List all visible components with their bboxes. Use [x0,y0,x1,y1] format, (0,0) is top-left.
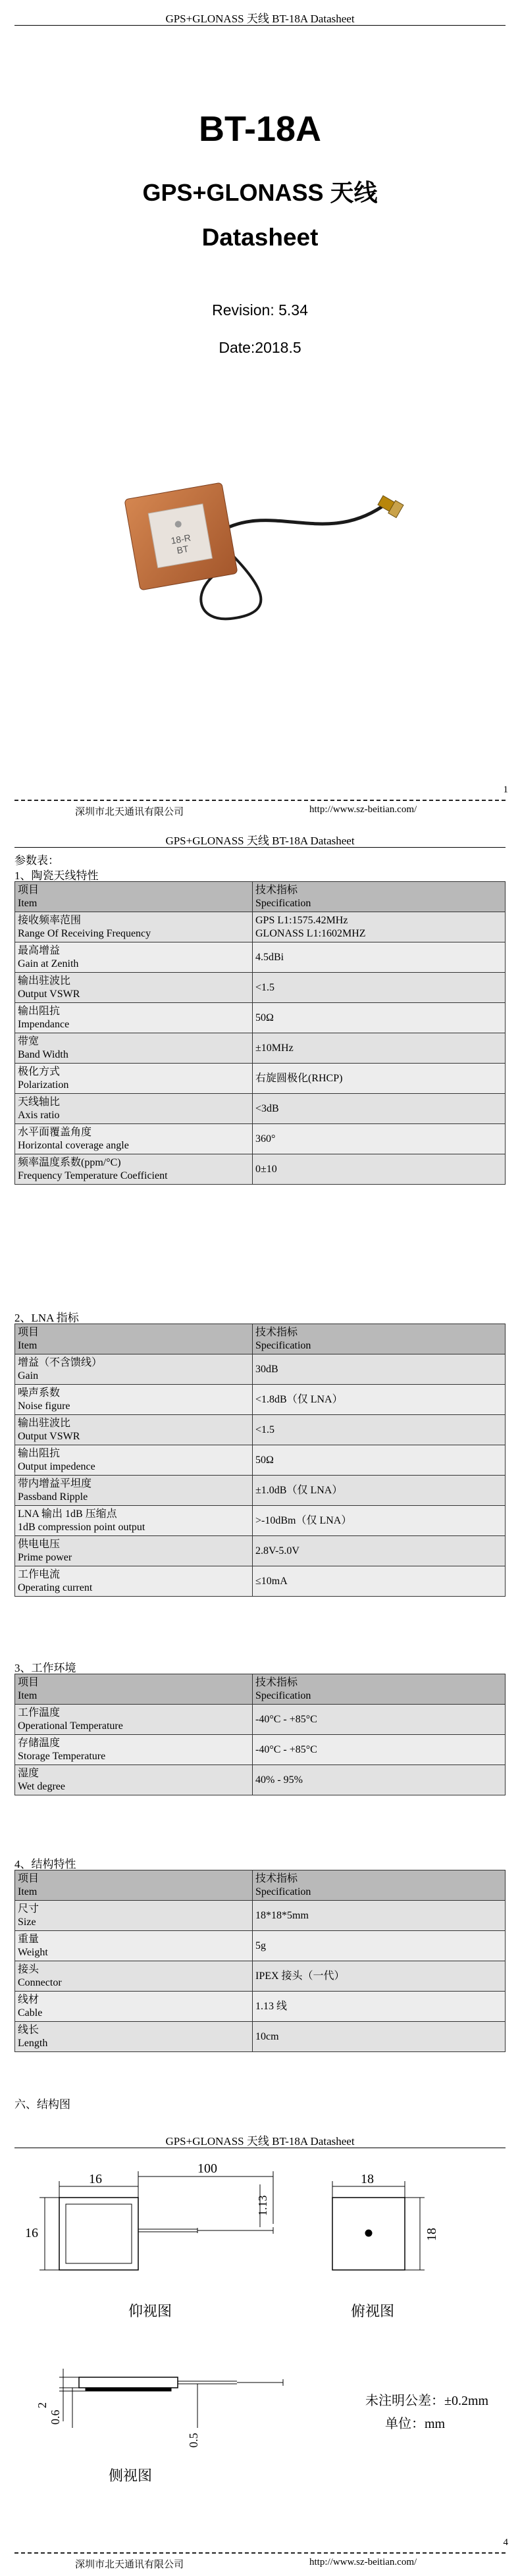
spec-table-lna [14,1324,506,1597]
spec-cell: 30dB [253,1354,506,1385]
product-subtitle: GPS+GLONASS 天线 [142,179,378,206]
item-cell: 最高增益 Gain at Zenith [15,942,253,973]
spec-cell: ±1.0dB（仅 LNA） [253,1476,506,1506]
spec-cell: 5g [253,1931,506,1961]
spec-cell: 2.8V-5.0V [253,1536,506,1566]
item-cell: 输出阻抗 Output impedence [15,1445,253,1476]
top-view [332,2181,425,2270]
doc-type: Datasheet [201,224,319,251]
spec-cell: -40°C - +85°C [253,1705,506,1735]
table-row [15,1445,506,1476]
spec-table-environment [14,1674,506,1795]
item-cell: 接头 Connector [15,1961,253,1992]
section-title: 3、工作环境 [14,1662,76,1674]
table-row [15,942,506,973]
spec-cell: <1.8dB（仅 LNA） [253,1385,506,1415]
cable [217,507,382,533]
footer-url: http://www.sz-beitian.com/ [309,804,417,815]
spec-cell: 50Ω [253,1445,506,1476]
header-item: 项目 Item [15,1324,253,1354]
running-header: GPS+GLONASS 天线 BT-18A Datasheet [165,13,355,25]
item-cell: 接收频率范围 Range Of Receiving Frequency [15,912,253,942]
ceramic-antenna [124,482,238,590]
spec-table-ceramic [14,881,506,1185]
running-header: GPS+GLONASS 天线 BT-18A Datasheet [165,835,355,847]
spec-cell: <1.5 [253,973,506,1003]
dim-05: 0.5 [187,2433,200,2448]
header-spec: 技术指标 Specification [253,1870,506,1901]
spec-cell: 18*18*5mm [253,1901,506,1931]
item-cell: 频率温度系数(ppm/°C) Frequency Temperature Coefficient [15,1154,253,1185]
page-number: 1 [503,785,508,795]
header-spec: 技术指标 Specification [253,1324,506,1354]
model-title: BT-18A [198,109,322,149]
ipex-connector [377,494,403,517]
item-cell: 线长 Length [15,2022,253,2052]
table-row [15,1506,506,1536]
item-cell: 线材 Cable [15,1992,253,2022]
item-cell: 尺寸 Size [15,1901,253,1931]
table-row [15,1064,506,1094]
item-cell: 增益（不含馈线） Gain [15,1354,253,1385]
item-cell: 带内增益平坦度 Passband Ripple [15,1476,253,1506]
header-rule [14,847,506,848]
spec-page [0,818,520,2119]
table-row [15,1094,506,1124]
table-row [15,1154,506,1185]
table-row [15,1705,506,1735]
table-header-row [15,882,506,912]
table-row [15,1961,506,1992]
section-title: 2、LNA 指标 [14,1312,79,1324]
header-rule [14,25,506,26]
table-row [15,1385,506,1415]
header-spec: 技术指标 Specification [253,882,506,912]
spec-cell: 1.13 线 [253,1992,506,2022]
table-row [15,1536,506,1566]
item-cell: 水平面覆盖角度 Horizontal coverage angle [15,1124,253,1154]
dim-100: 100 [197,2161,217,2176]
table-row [15,1033,506,1064]
structure-drawing [0,2119,520,2553]
cover-page [0,0,520,818]
section-title: 1、陶瓷天线特性 [14,869,99,882]
spec-cell: ≤10mA [253,1566,506,1597]
item-cell: 极化方式 Polarization [15,1064,253,1094]
dim-16-left: 16 [25,2226,38,2240]
unit-note: 单位：mm [385,2417,446,2431]
table-row [15,1992,506,2022]
table-header-row [15,1674,506,1705]
header-item: 项目 Item [15,882,253,912]
side-view [59,2369,283,2428]
table-row [15,1124,506,1154]
item-cell: 工作温度 Operational Temperature [15,1705,253,1735]
footer-company: 深圳市北天通讯有限公司 [75,2560,184,2570]
item-cell: 重量 Weight [15,1931,253,1961]
table-row [15,1003,506,1033]
table-row [15,1415,506,1445]
dim-18-right: 18 [425,2228,439,2241]
antenna-photo [118,461,448,632]
table-row [15,973,506,1003]
header-spec: 技术指标 Specification [253,1674,506,1705]
table-row [15,1735,506,1765]
spec-cell: 右旋圆极化(RHCP) [253,1064,506,1094]
bottom-view-label: 仰视图 [128,2303,172,2319]
item-cell: LNA 输出 1dB 压缩点 1dB compression point output [15,1506,253,1536]
spec-cell: IPEX 接头（一代） [253,1961,506,1992]
running-header: GPS+GLONASS 天线 BT-18A Datasheet [165,2135,355,2148]
header-item: 项目 Item [15,1674,253,1705]
dim-16-top: 16 [89,2172,102,2186]
revision: Revision: 5.34 [212,301,308,319]
spec-cell: 4.5dBi [253,942,506,973]
dim-06: 0.6 [49,2409,62,2425]
table-row [15,1476,506,1506]
spec-cell: GPS L1:1575.42MHz GLONASS L1:1602MHZ [253,912,506,942]
item-cell: 天线轴比 Axis ratio [15,1094,253,1124]
spec-cell: 0±10 [253,1154,506,1185]
table-header-row [15,1324,506,1354]
spec-cell: 50Ω [253,1003,506,1033]
table-row [15,1765,506,1795]
table-row [15,1354,506,1385]
drawing-page [0,2119,520,2576]
item-cell: 湿度 Wet degree [15,1765,253,1795]
spec-cell: <3dB [253,1094,506,1124]
spec-cell: <1.5 [253,1415,506,1445]
top-view-label: 俯视图 [351,2303,395,2319]
footer-rule [14,800,506,801]
table-row [15,1566,506,1597]
dim-113: 1.13 [256,2195,269,2216]
item-cell: 工作电流 Operating current [15,1566,253,1597]
dim-2: 2 [36,2402,49,2408]
spec-cell: ±10MHz [253,1033,506,1064]
item-cell: 输出阻抗 Impendance [15,1003,253,1033]
params-heading: 参数表： [14,854,59,867]
table-row [15,1901,506,1931]
spec-cell: >-10dBm（仅 LNA） [253,1506,506,1536]
table-row [15,2022,506,2052]
table-row [15,1931,506,1961]
item-cell: 输出驻波比 Output VSWR [15,1415,253,1445]
bottom-view [39,2171,273,2270]
spec-cell: 10cm [253,2022,506,2052]
item-cell: 存储温度 Storage Temperature [15,1735,253,1765]
item-cell: 供电电压 Prime power [15,1536,253,1566]
tolerance-note: 未注明公差：±0.2mm [365,2394,489,2408]
item-cell: 输出驻波比 Output VSWR [15,973,253,1003]
table-row [15,912,506,942]
antenna-label-1: 18-R [170,532,192,546]
item-cell: 噪声系数 Noise figure [15,1385,253,1415]
footer-rule [14,2552,506,2554]
header-item: 项目 Item [15,1870,253,1901]
section-title: 4、结构特性 [14,1858,76,1870]
side-view-label: 侧视图 [109,2467,153,2484]
footer-url: http://www.sz-beitian.com/ [309,2557,417,2567]
antenna-label-2: BT [176,543,190,556]
spec-cell: 360° [253,1124,506,1154]
spec-cell: 40% - 95% [253,1765,506,1795]
page-number: 4 [503,2537,508,2548]
table-header-row [15,1870,506,1901]
spec-cell: -40°C - +85°C [253,1735,506,1765]
dim-18-top: 18 [361,2172,374,2186]
spec-table-structure [14,1870,506,2052]
item-cell: 带宽 Band Width [15,1033,253,1064]
date: Date:2018.5 [219,339,301,356]
footer-company: 深圳市北天通讯有限公司 [75,807,184,817]
structure-heading: 六、结构图 [14,2098,70,2111]
